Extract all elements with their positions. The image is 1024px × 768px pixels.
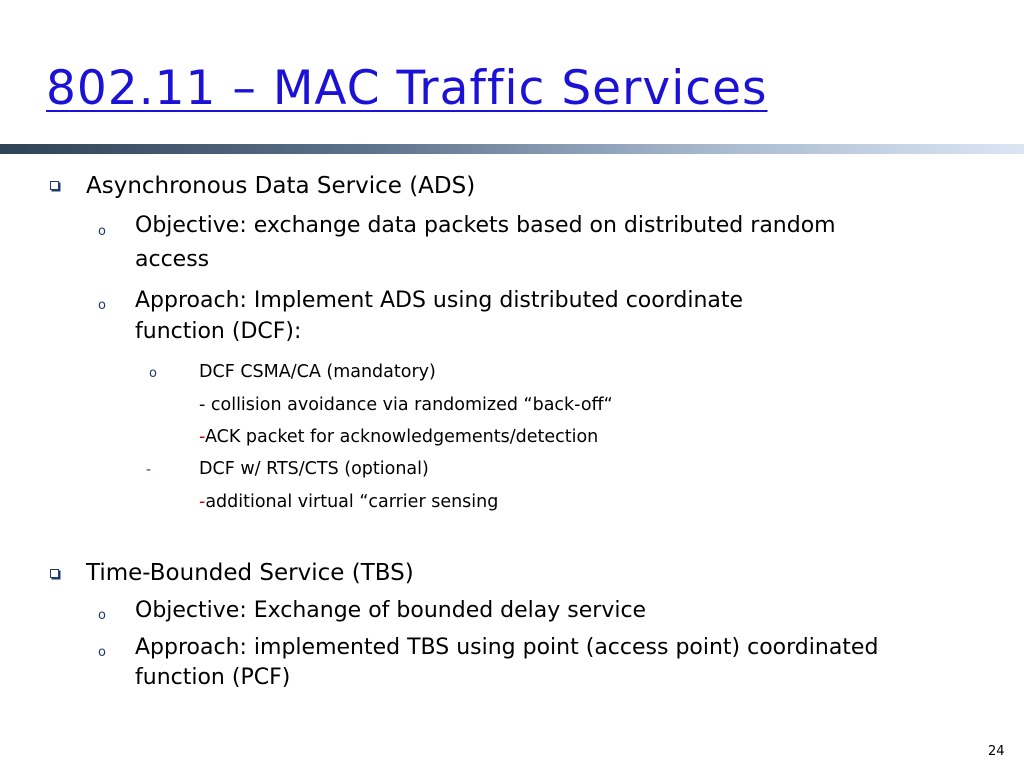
ads-objective-line1: Objective: exchange data packets based on distributed random (135, 213, 836, 238)
ack-item-text: ACK packet for acknowledgements/detection (204, 427, 599, 447)
square-bullet-icon (50, 569, 59, 578)
virtual-carrier-text: additional virtual “carrier sensing (205, 492, 499, 512)
ads-approach-line2: function (DCF): (135, 319, 302, 344)
tbs-approach-line1: Approach: implemented TBS using point (access point) coordinated (135, 635, 879, 660)
red-dash-icon: - (199, 492, 206, 512)
tbs-objective: Objective: Exchange of bounded delay service (135, 598, 647, 623)
circle-bullet-icon: o (149, 366, 157, 381)
circle-bullet-icon: o (98, 224, 106, 239)
bullet-tbs: Time-Bounded Service (TBS) (86, 560, 414, 586)
red-dash-icon: - (199, 427, 205, 447)
dash-bullet-icon: - (146, 462, 152, 478)
rts-cts-item: DCF w/ RTS/CTS (optional) (199, 459, 429, 479)
virtual-carrier-item (199, 489, 498, 515)
bullet-ads: Asynchronous Data Service (ADS) (86, 173, 476, 199)
slide-title[interactable]: 802.11 – MAC Traffic Services (46, 61, 768, 116)
ads-objective-line2: access (135, 247, 210, 272)
ack-item (199, 424, 598, 450)
ads-approach-line1: Approach: Implement ADS using distributed coordinate (135, 288, 744, 313)
dcf-csma-item: DCF CSMA/CA (mandatory) (199, 362, 436, 382)
collision-avoidance-item: - collision avoidance via randomized “back-off“ (199, 395, 613, 415)
circle-bullet-icon: o (98, 298, 106, 313)
page-number: 24 (988, 744, 1005, 759)
circle-bullet-icon: o (98, 608, 106, 623)
circle-bullet-icon: o (98, 645, 106, 660)
title-divider-bar (0, 144, 1024, 154)
tbs-approach-line2: function (PCF) (135, 665, 291, 690)
square-bullet-icon (50, 181, 59, 190)
